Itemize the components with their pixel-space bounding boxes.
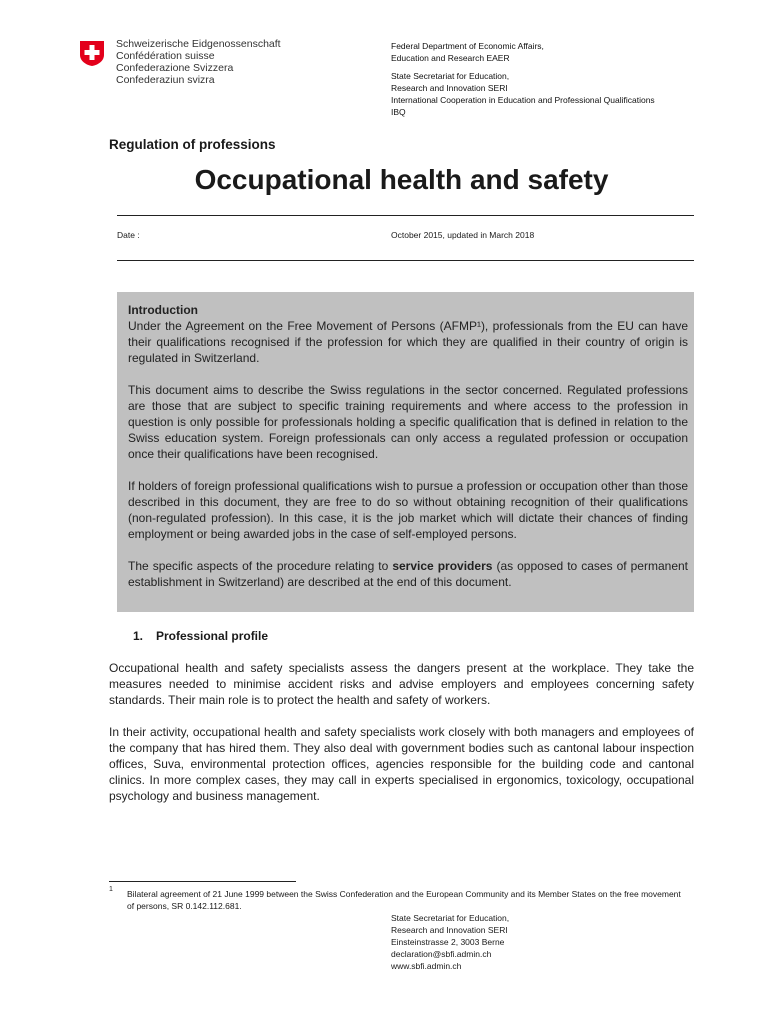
regulation-title: Regulation of professions bbox=[109, 137, 276, 152]
website-link[interactable]: www.sbfi.admin.ch bbox=[391, 961, 462, 971]
footnote-text: Bilateral agreement of 21 June 1999 between the Swiss Confederation and the European Community and its Member States on the free movement of persons, SR 0.142.112.681. bbox=[127, 889, 681, 911]
secretariat-line: State Secretariat for Education, bbox=[391, 71, 510, 81]
email-link[interactable]: declaration@sbfi.admin.ch bbox=[391, 949, 492, 959]
confederation-name-de: Schweizerische Eidgenossenschaft bbox=[116, 38, 281, 50]
footnote-number: 1 bbox=[109, 886, 113, 893]
secretariat-line: IBQ bbox=[391, 107, 406, 117]
body-paragraph: In their activity, occupational health and safety specialists work closely with both managers and employees of the company that has hired them. They also deal with government bodies such as cantonal labour inspection offices, Suva, environmental protection offices, agencies responsible for the building code and cantonal clinics. In more complex cases, they may call in experts specialised in ergonomics, toxicology, occupational psychology and business management. bbox=[109, 725, 694, 803]
section-number: 1. bbox=[133, 629, 144, 643]
confederation-name-it: Confederazione Svizzera bbox=[116, 62, 234, 74]
introduction-paragraph: If holders of foreign professional qualifications wish to pursue a profession or occupation other than those described in this document, they are free to do so without obtaining recognition of their qualifications (non-regulated profession). In this case, it is the job market which will dictate their chances of finding employment or being awarded jobs in the case of self-employed persons. bbox=[128, 479, 688, 541]
introduction-paragraph: Under the Agreement on the Free Movement of Persons (AFMP¹), professionals from the EU can have their qualifications recognised if the profession for which they are qualified in their country of origin is regulated in Switzerland. bbox=[128, 319, 688, 365]
body-paragraph: Occupational health and safety specialists assess the dangers present at the workplace. They take the measures needed to minimise accident risks and advise employers and employees concerning safety standards. Their main role is to protect the health and safety of workers. bbox=[109, 661, 694, 707]
address-line: Research and Innovation SERI bbox=[391, 925, 508, 935]
confederation-name-fr: Confédération suisse bbox=[116, 50, 215, 62]
confederation-name-rm: Confederaziun svizra bbox=[116, 74, 215, 86]
secretariat-line: Research and Innovation SERI bbox=[391, 83, 508, 93]
divider bbox=[117, 260, 694, 261]
introduction-paragraph bbox=[128, 558, 688, 590]
introduction-title: Introduction bbox=[128, 303, 198, 317]
paragraph-text: (as opposed to cases of permanent establishment in Switzerland) are described at the end of this document. bbox=[128, 559, 689, 589]
page-title: Occupational health and safety bbox=[194, 164, 609, 195]
confederation-names bbox=[116, 38, 281, 86]
department-line: Federal Department of Economic Affairs, bbox=[391, 41, 544, 51]
department-line: Education and Research EAER bbox=[391, 53, 510, 63]
address-block bbox=[391, 912, 509, 972]
swiss-cross-icon bbox=[78, 39, 106, 67]
date-label: Date : bbox=[117, 230, 140, 240]
section-body bbox=[109, 660, 694, 820]
section-title: Professional profile bbox=[156, 629, 269, 643]
divider bbox=[117, 215, 694, 216]
footnote-divider bbox=[109, 881, 296, 882]
introduction-box bbox=[117, 292, 694, 612]
address-line: State Secretariat for Education, bbox=[391, 913, 510, 923]
department-block bbox=[391, 40, 655, 118]
address-line: Einsteinstrasse 2, 3003 Berne bbox=[391, 937, 505, 947]
date-value: October 2015, updated in March 2018 bbox=[391, 230, 535, 240]
introduction-paragraph: This document aims to describe the Swiss regulations in the sector concerned. Regulated professions are those that are subject to specific training requirements and where access to the profession in question is only possible for professionals holding a specific qualification that is defined in relation to the Swiss education system. Foreign professionals can only access a regulated profession or occupation once their qualifications have been recognised. bbox=[128, 383, 688, 461]
paragraph-text: The specific aspects of the procedure relating to bbox=[128, 559, 393, 573]
secretariat-line: International Cooperation in Education and Professional Qualifications bbox=[391, 95, 655, 105]
service-providers-term: service providers bbox=[392, 559, 493, 573]
